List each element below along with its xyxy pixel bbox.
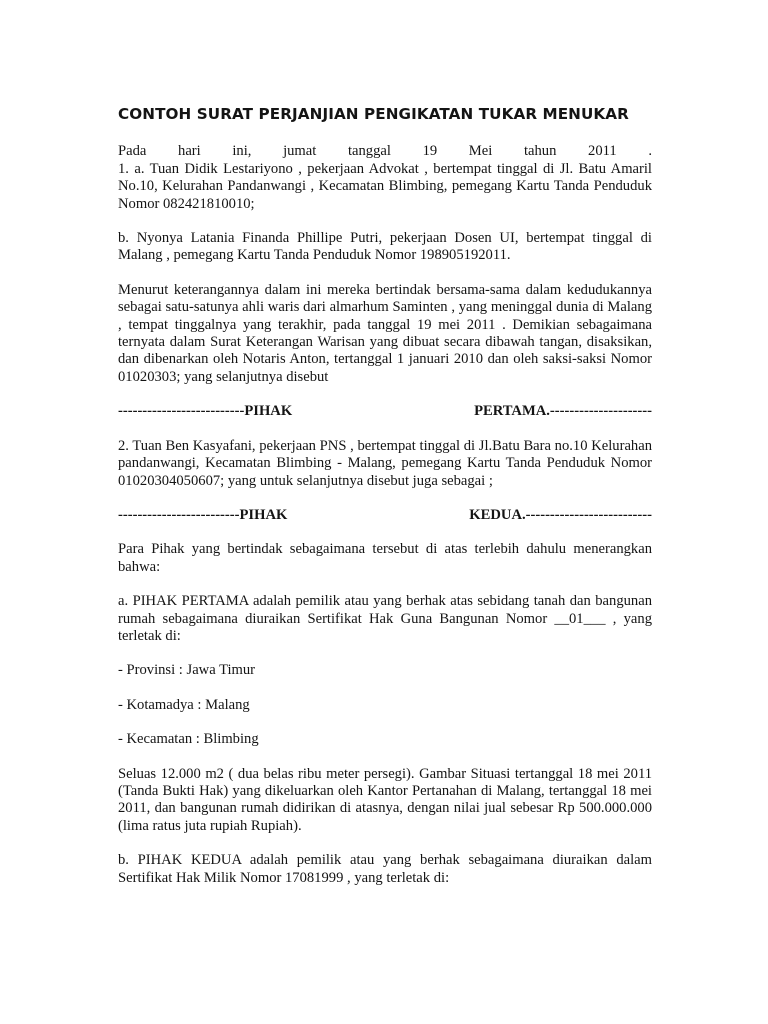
location-item: - Provinsi : Jawa Timur xyxy=(118,662,256,679)
opening-word: 2011 xyxy=(588,143,617,160)
opening-word: tanggal xyxy=(347,143,391,160)
party-one-b-paragraph: b. Nyonya Latania Finanda Phillipe Putri, pekerjaan Dosen UI, bertempat tinggal di Malang , pemegang Kartu Tanda Penduduk Nomor 198905192011. xyxy=(118,230,652,264)
separator-right: PERTAMA.--------------------- xyxy=(474,403,652,420)
opening-word: ini, xyxy=(232,143,252,160)
party-one-a-paragraph: 1. a. Tuan Didik Lestariyono , pekerjaan Advokat , bertempat tinggal di Jl. Batu Amaril No.10, Kelurahan Pandanwangi , Kecamatan Blimbing, pemegang Kartu Tanda Penduduk Nomor 082421810010; xyxy=(118,160,652,212)
opening-word: . xyxy=(648,143,652,160)
separator-right: KEDUA.-------------------------- xyxy=(469,506,652,523)
separator-left: --------------------------PIHAK xyxy=(118,403,293,420)
clause-a-paragraph: a. PIHAK PERTAMA adalah pemilik atau yang berhak atas sebidang tanah dan bangunan rumah sebagaimana diuraikan Sertifikat Hak Guna Bangunan Nomor __01___ , yang terletak di: xyxy=(118,593,652,644)
opening-word: tahun xyxy=(523,143,557,160)
document-page xyxy=(118,96,652,904)
opening-line xyxy=(118,143,652,160)
document-title: CONTOH SURAT PERJANJIAN PENGIKATAN TUKAR MENUKAR xyxy=(118,105,629,123)
pihak-pertama-separator xyxy=(118,403,652,420)
opening-word: jumat xyxy=(283,143,317,160)
area-paragraph: Seluas 12.000 m2 ( dua belas ribu meter persegi). Gambar Situasi tertanggal 18 mei 2011 (Tanda Bukti Hak) yang dikeluarkan oleh Kantor Pertanahan di Malang, tertanggal 18 mei 2011, dan bangunan rumah didirikan di atasnya, dengan nilai jual sebesar Rp 500.000.000 (lima ratus juta rupiah Rupiah). xyxy=(118,765,652,834)
opening-word: hari xyxy=(178,143,201,160)
opening-word: 19 xyxy=(422,143,438,160)
opening-word: Pada xyxy=(118,143,147,160)
opening-word: Mei xyxy=(468,143,493,160)
separator-left: -------------------------PIHAK xyxy=(118,506,288,523)
clause-b-paragraph: b. PIHAK KEDUA adalah pemilik atau yang berhak sebagaimana diuraikan dalam Sertifikat Hak Milik Nomor 17081999 , yang terletak di: xyxy=(118,852,652,886)
location-item: - Kotamadya : Malang xyxy=(118,696,250,713)
party-two-paragraph: 2. Tuan Ben Kasyafani, pekerjaan PNS , bertempat tinggal di Jl.Batu Bara no.10 Kelurahan pandanwangi, Kecamatan Blimbing - Malang, pemegang Kartu Tanda Penduduk Nomor 01020304050607; yang untuk selanjutnya disebut juga sebagai ; xyxy=(118,437,652,489)
pihak-kedua-separator xyxy=(118,507,652,524)
heirs-paragraph: Menurut keterangannya dalam ini mereka bertindak bersama-sama dalam kedudukannya sebagai satu-satunya ahli waris dari almarhum Saminten , yang meninggal dunia di Malang , tempat tinggalnya yang terakhir, pada tanggal 19 mei 2011 . Demikian sebagaimana ternyata dalam Surat Keterangan Warisan yang dibuat secara dibawah tangan, disaksikan, dan dibenarkan oleh Notaris Anton, tertanggal 1 januari 2010 dan oleh saksi-saksi Nomor 01020303; yang selanjutnya disebut xyxy=(118,281,652,385)
statement-intro-paragraph: Para Pihak yang bertindak sebagaimana tersebut di atas terlebih dahulu menerangkan bahwa: xyxy=(118,541,652,575)
location-item: - Kecamatan : Blimbing xyxy=(118,731,259,748)
